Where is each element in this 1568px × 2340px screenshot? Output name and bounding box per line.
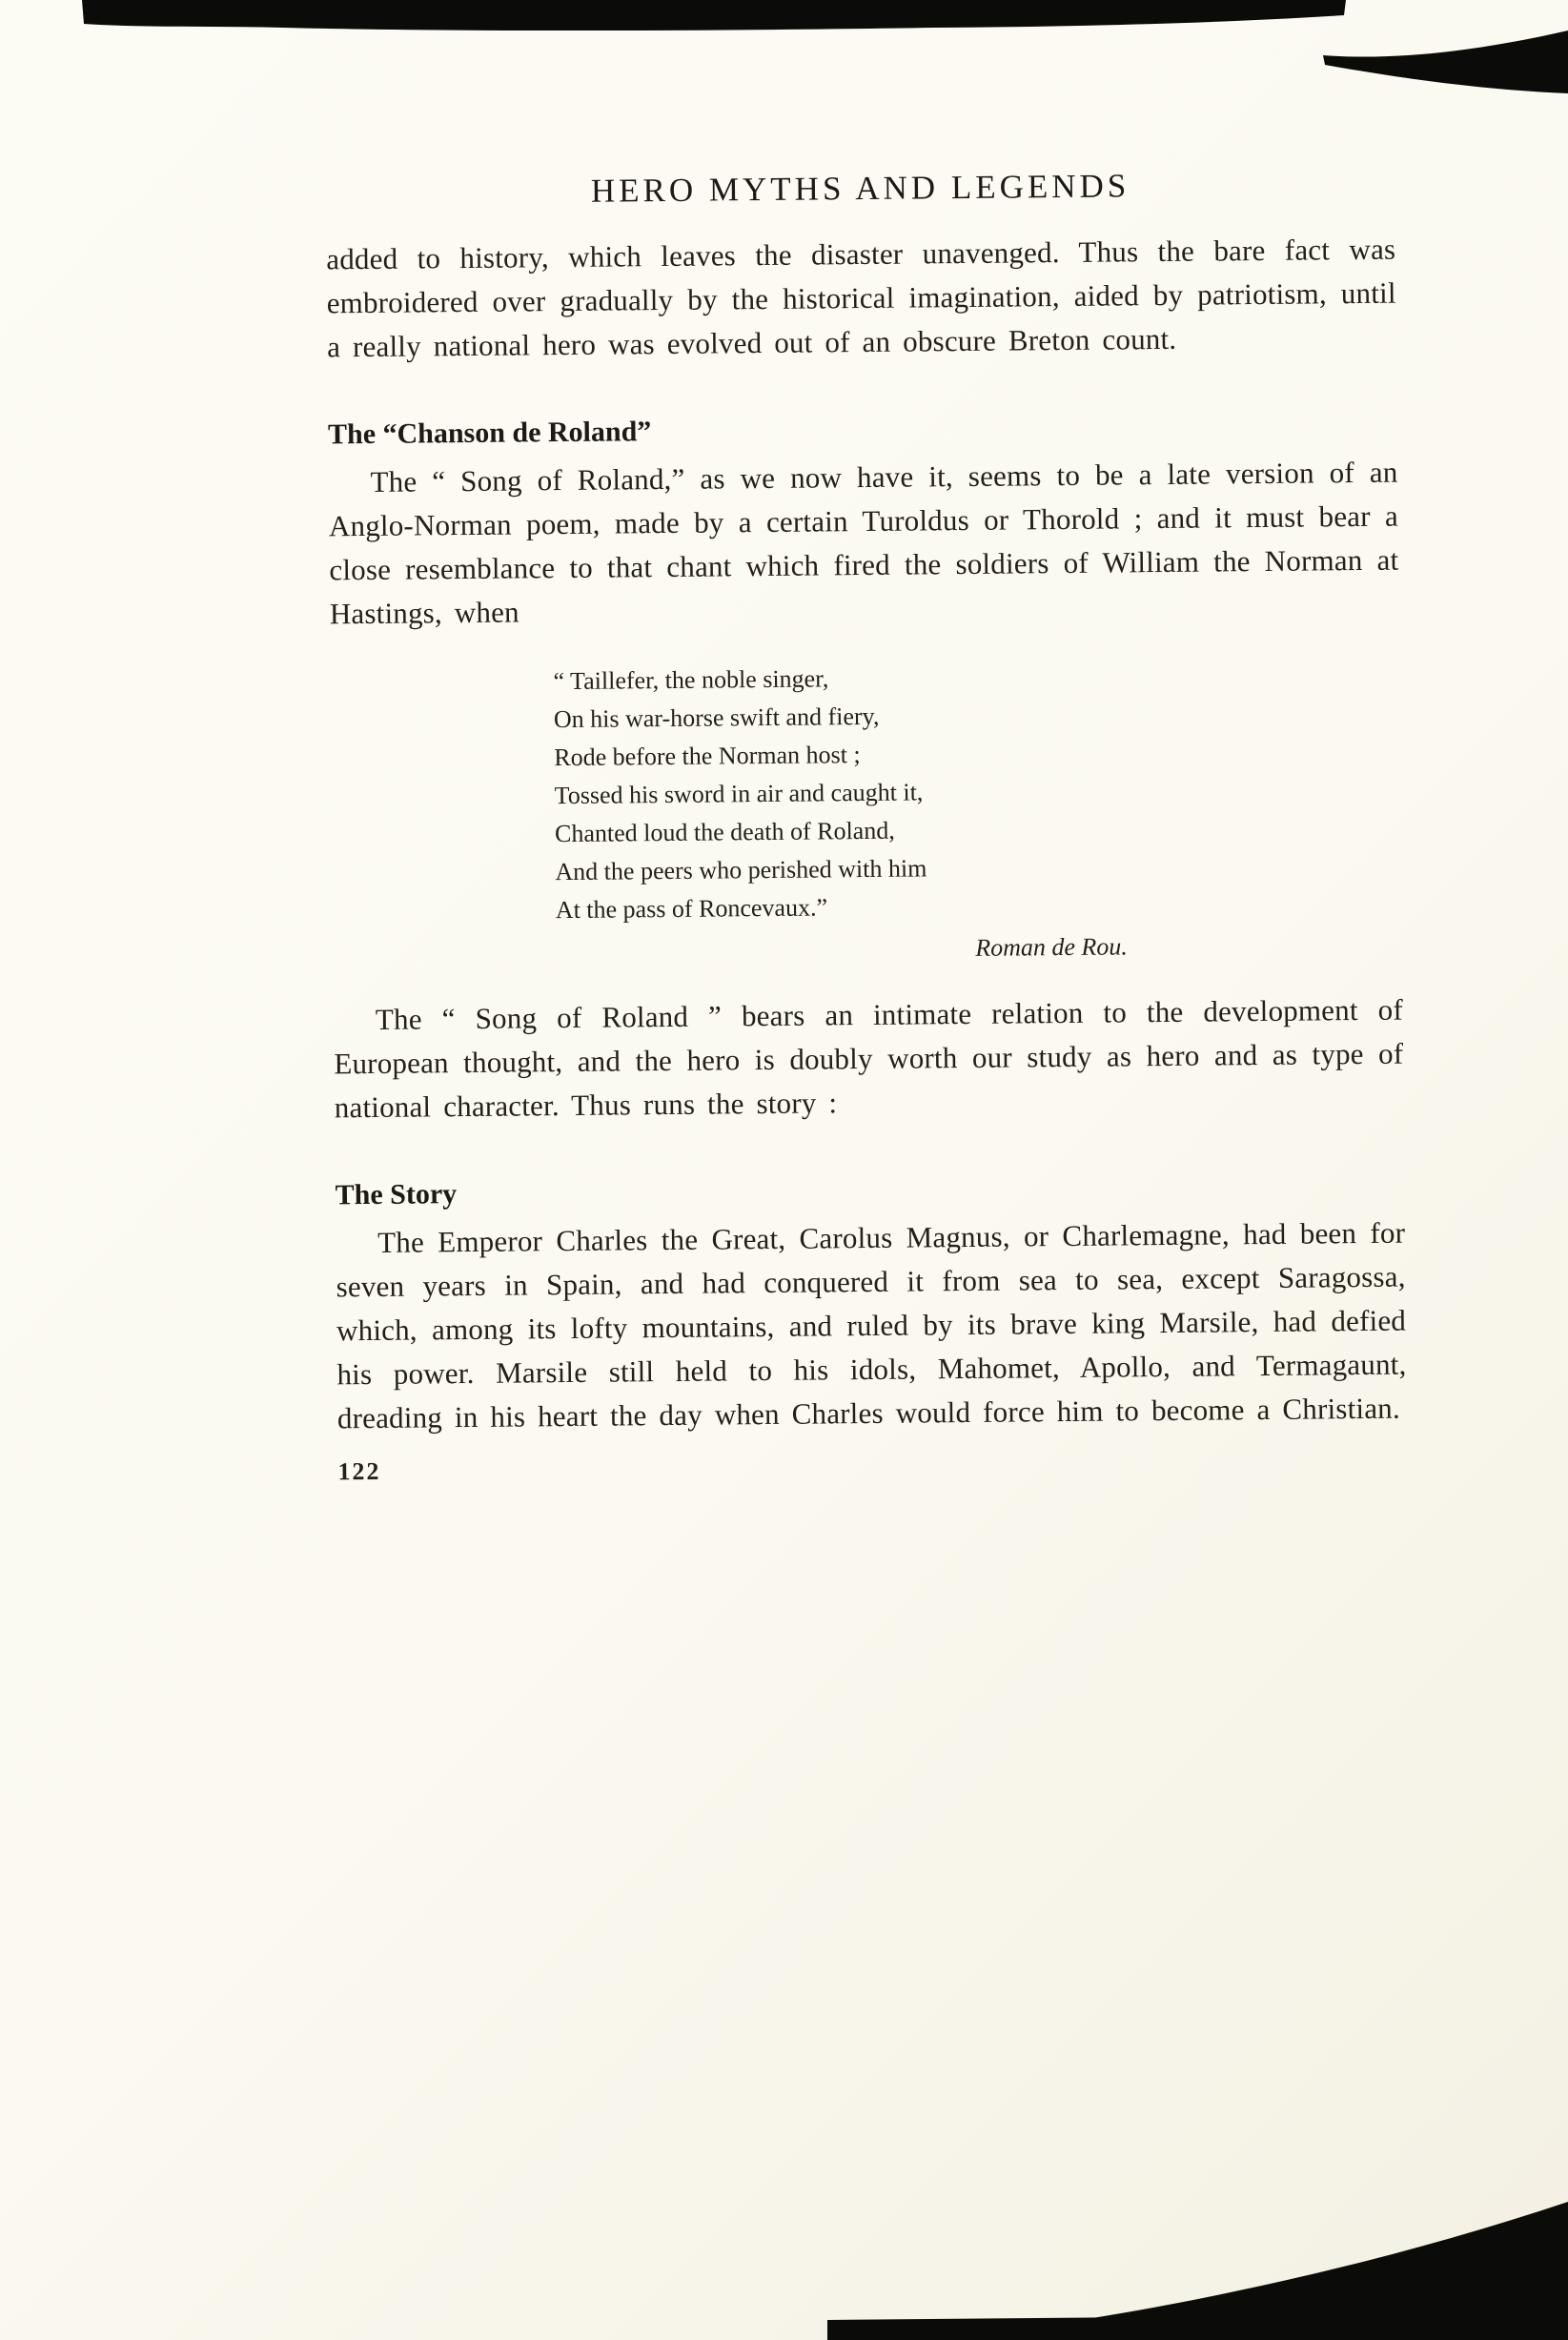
- paragraph-chanson: The “ Song of Roland,” as we now have it, seems to be a late version of an Anglo-Norman poem, made by a certain Turoldus or Thorold ; and it must bear a close resemblance to that chant which fired the soldiers of William the Norman at Hastings, when: [328, 455, 1399, 631]
- paragraph-story: The Emperor Charles the Great, Carolus Magnus, or Charlemagne, had been for seven years in Spain, and had conquered it from sea to sea, except Saragossa, which, among its lofty mountains, and ruled by its brave king Marsile, had defied his power. Marsile still held to his idols, Mahomet, Apollo, and Termagaunt, dreading in his heart the day when Charles would force him to become a Christian.: [336, 1215, 1407, 1435]
- page-header: HERO MYTHS AND LEGENDS: [590, 167, 1130, 210]
- page-number: 122: [337, 1456, 381, 1486]
- verse-line: “ Taillefer, the noble singer,: [553, 664, 829, 696]
- paragraph-roland-relation: The “ Song of Roland ” bears an intimate relation to the development of European thought, and the hero is doubly worth our study as hero and as type of national character. Thus runs the story :: [334, 992, 1404, 1125]
- verse-line: Tossed his sword in air and caught it,: [554, 778, 924, 810]
- verse-line: On his war-horse swift and fiery,: [553, 702, 880, 734]
- verse-line: Chanted loud the death of Roland,: [554, 816, 895, 848]
- verse-line: And the peers who perished with him: [555, 854, 927, 886]
- scan-artifact-top-bar: [82, 0, 1346, 31]
- section-heading-chanson: The “Chanson de Roland”: [327, 416, 652, 451]
- section-heading-story: The Story: [335, 1178, 458, 1211]
- scan-artifact-bottom-wedge: [995, 2202, 1568, 2340]
- paragraph-intro: added to history, which leaves the disaster unavenged. Thus the bare fact was embroidered over gradually by the historical imagination, aided by patriotism, until a really national hero was evolved out of an obscure Breton count.: [326, 232, 1396, 364]
- verse-block: [553, 655, 1402, 972]
- verse-line: Rode before the Norman host ;: [554, 741, 861, 772]
- text-block: [325, 165, 1407, 1487]
- verse-line: At the pass of Roncevaux.”: [555, 893, 828, 925]
- scan-artifact-top-right-curl: [1323, 31, 1568, 93]
- scan-artifact-bottom-strip: [827, 2316, 1252, 2340]
- verse-attribution: Roman de Rou.: [975, 932, 1128, 962]
